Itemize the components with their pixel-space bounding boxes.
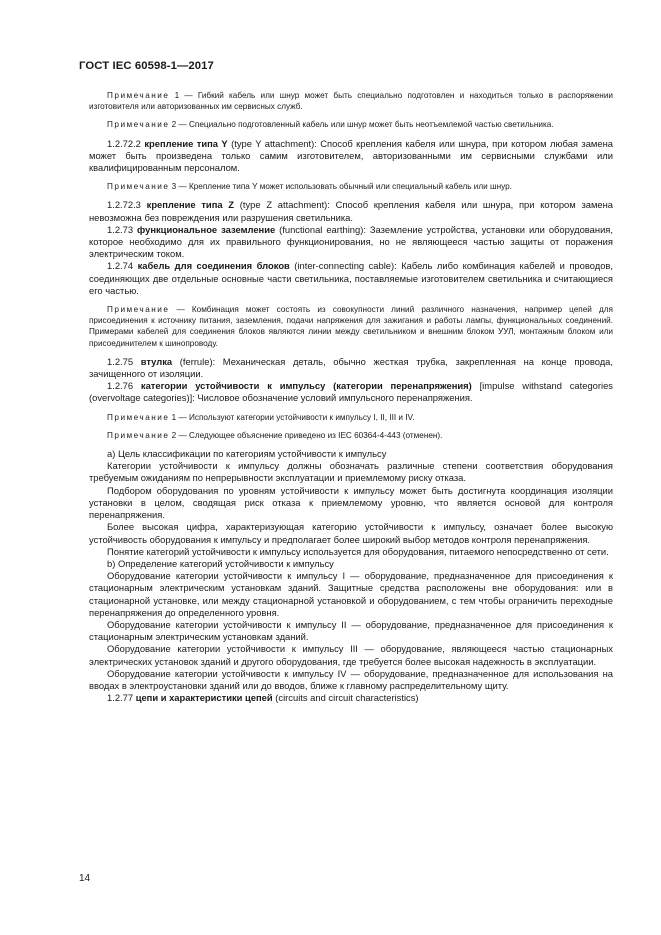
section-text: (type Y attachment): Способ крепления кабеля или шнура, при котором любая замена может быть произведена только самим изготовителем, авторизованными им сервисными службами или квалифицированным персоналом. bbox=[89, 137, 613, 174]
note-label: Примечание bbox=[107, 120, 170, 130]
section-term: категории устойчивости к импульсу (категории перенапряжения) bbox=[140, 380, 472, 392]
note-label: Примечание bbox=[107, 91, 170, 100]
section-number: 1.2.77 bbox=[107, 692, 134, 704]
section-number: 1.2.72.2 bbox=[107, 137, 141, 149]
section-number: 1.2.74 bbox=[107, 260, 134, 272]
note-text: Используют категории устойчивости к импульсу I, II, III и IV. bbox=[188, 412, 415, 422]
document-header: ГОСТ IEC 60598-1—2017 bbox=[79, 60, 214, 72]
page-number: 14 bbox=[79, 873, 91, 884]
body-paragraph: Оборудование категории устойчивости к импульсу II — оборудование, предназначенное для присоединения к стационарным электрическим установкам зданий. bbox=[89, 618, 613, 643]
section-number: 1.2.76 bbox=[107, 380, 134, 392]
section-number: 1.2.75 bbox=[107, 355, 134, 367]
section-term: цепи и характеристики цепей bbox=[135, 692, 273, 704]
body-paragraph: Категории устойчивости к импульсу должны обозначать различные степени соответствия оборудования требуемым ожиданиям по непрерывности эксплуатации и приемлемому риску отказа. bbox=[89, 460, 613, 484]
note-number: — bbox=[176, 305, 185, 315]
body-paragraph: Более высокая цифра, характеризующая категорию устойчивости к импульсу, означает более высокую устойчивость оборудования к импульсу и предполагает более широкий выбор методов контроля перенапряжения. bbox=[89, 521, 613, 545]
section-text: [impulse withstand categories (overvoltage categories)]: Числовое обозначение условий импульсного перенапряжения. bbox=[89, 380, 613, 404]
note-3 bbox=[89, 181, 613, 192]
section-text: (inter-connecting cable): Кабель либо комбинация кабелей и проводов, соединяющих две отдельные основные части светильника, поставляемые изготовителем светильника и считающиеся его частью. bbox=[89, 260, 614, 296]
note-text: Комбинация может состоять из совокупности линий различного назначения, например цепей для присоединения к источнику питания, заземления, подачи напряжения для зажигания и работы лампы, функциональных соединений. Примерами кабелей для соединения блоков являются линии между светильником и внешним блоком УУЛ, монтажным блоком или присоединителем к шинопроводу. bbox=[89, 305, 613, 348]
section-text: (ferrule): Механическая деталь, обычно жесткая трубка, закрепленная на конце провода, зачищенного от изоляции. bbox=[89, 355, 613, 380]
note-label: Примечание bbox=[107, 305, 170, 315]
section-term: крепление типа Y bbox=[144, 137, 228, 149]
section-1-2-77 bbox=[89, 692, 613, 704]
section-1-2-76 bbox=[89, 380, 613, 404]
note-label: Примечание bbox=[107, 182, 170, 192]
section-number: 1.2.72.3 bbox=[107, 199, 141, 211]
note-text: Гибкий кабель или шнур может быть специально подготовлен и находиться только в распоряжении изготовителя или авторизованных им сервисных служб. bbox=[89, 91, 613, 112]
body-paragraph: Понятие категорий устойчивости к импульсу используется для оборудования, питаемого непосредственно от сети. bbox=[107, 545, 609, 557]
section-text: (circuits and circuit characteristics) bbox=[275, 692, 419, 704]
section-1-2-73 bbox=[89, 224, 613, 261]
section-text: (type Z attachment): Способ крепления кабеля или шнура, при котором замена невозможна без повреждения или разрушения светильника. bbox=[89, 199, 614, 223]
note-1 bbox=[89, 90, 613, 112]
note-number: 2 — bbox=[171, 120, 187, 130]
section-1-2-72-3 bbox=[89, 199, 613, 223]
note-text: Следующее объяснение приведено из IEC 60364-4-443 (отменен). bbox=[188, 430, 443, 440]
section-text: (functional earthing): Заземление устройства, установки или оборудования, которое необходимо для их правильного функционирования, но не являющееся частью защиты от поражения электрическим током. bbox=[89, 223, 613, 260]
note-number: 3 — bbox=[171, 182, 187, 192]
body-paragraph: Подбором оборудования по уровням устойчивости к импульсу может быть достигнута координация изоляции установки в целом, сводящая риск отказа к приемлемому уровню, что является основой для контроля перенапряжения. bbox=[89, 484, 613, 521]
page-content bbox=[89, 90, 613, 704]
note-text: Крепление типа Y может использовать обычный или специальный кабель или шнур. bbox=[188, 182, 512, 192]
section-1-2-74 bbox=[89, 260, 613, 297]
note-74 bbox=[89, 304, 613, 349]
note-text: Специально подготовленный кабель или шнур может быть неотъемлемой частью светильника. bbox=[188, 120, 554, 130]
note-label: Примечание bbox=[107, 430, 170, 440]
body-paragraph: а) Цель классификации по категориям устойчивости к импульсу bbox=[107, 448, 387, 460]
section-number: 1.2.73 bbox=[107, 223, 134, 235]
body-paragraph: Оборудование категории устойчивости к импульсу I — оборудование, предназначенное для присоединения к стационарным электрическим установкам зданий. Защитные средства расположены вне оборудования: или в стационарной установке, или между стационарной установкой и оборудованием, с тем чтобы ограничить переходные перенапряжения до определенного уровня. bbox=[89, 570, 613, 618]
note-number: 2 — bbox=[171, 430, 187, 440]
section-term: втулка bbox=[140, 355, 173, 367]
note-76-2 bbox=[89, 430, 613, 441]
section-term: крепление типа Z bbox=[146, 199, 235, 211]
body-paragraph: b) Определение категорий устойчивости к импульсу bbox=[107, 557, 334, 569]
note-number: 1 — bbox=[174, 91, 193, 100]
note-label: Примечание bbox=[107, 412, 170, 422]
note-2 bbox=[89, 119, 613, 130]
section-1-2-75 bbox=[89, 356, 613, 380]
note-number: 1 — bbox=[171, 412, 187, 422]
body-paragraph: Оборудование категории устойчивости к импульсу IV — оборудование, предназначенное для использования на вводах в электроустановки зданий или до вводов, ближе к главному распределительному щиту. bbox=[89, 667, 613, 691]
section-term: функциональное заземление bbox=[137, 223, 276, 235]
section-1-2-72-2 bbox=[89, 138, 613, 175]
section-term: кабель для соединения блоков bbox=[137, 260, 290, 272]
note-76-1 bbox=[89, 412, 613, 423]
body-paragraph: Оборудование категории устойчивости к импульсу III — оборудование, являющееся частью стационарных электрических установок зданий и другого оборудования, где требуется более высокая надежность в эксплуатации. bbox=[89, 643, 613, 667]
